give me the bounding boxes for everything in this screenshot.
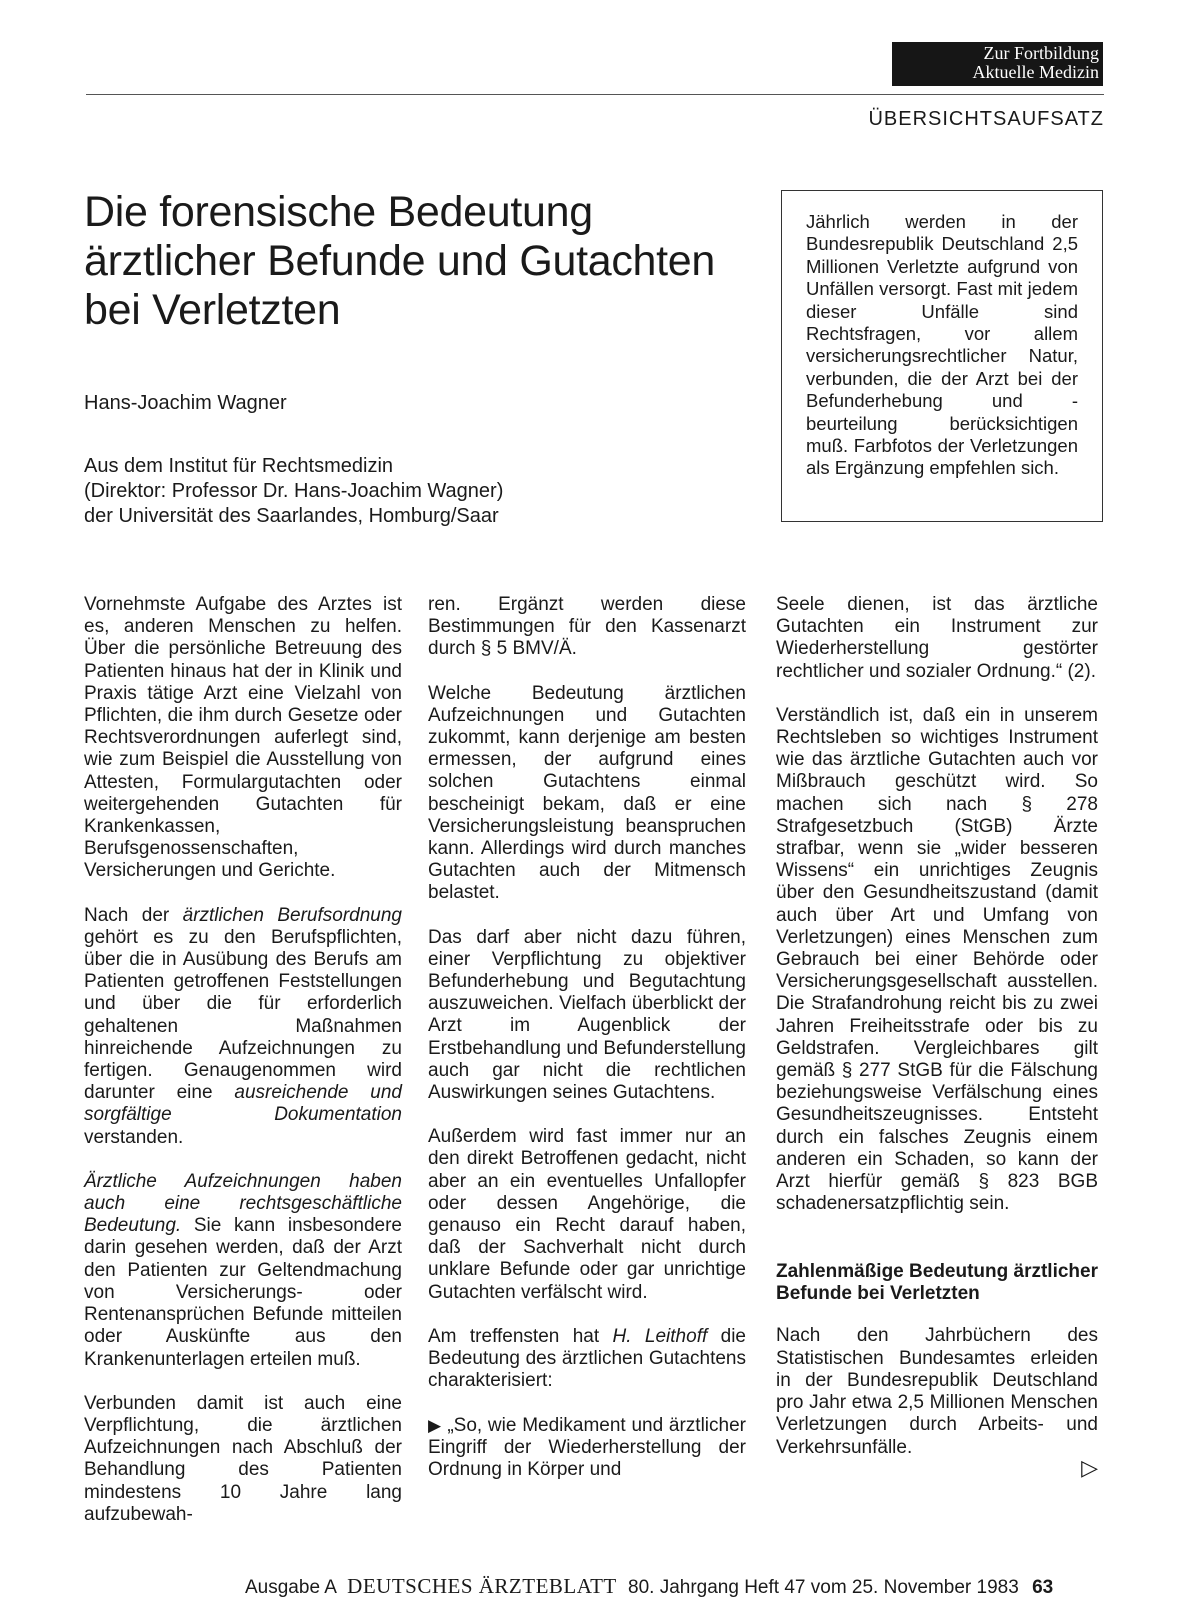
affiliation <box>84 454 503 529</box>
text-column-1 <box>84 594 402 1548</box>
article-title: Die forensische Bedeutung ärztlicher Befunde und Gutachten bei Verletzten <box>84 188 716 334</box>
paragraph: Nach den Jahrbüchern des Statistischen Bundesamtes erleiden in der Bundesrepublik Deutschland pro Jahr etwa 2,5 Millionen Menschen Verletzungen durch Arbeits- und Verkehrsunfälle. <box>776 1325 1098 1458</box>
subheading: Zahlenmäßige Bedeutung ärztlicher Befunde bei Verletzten <box>776 1261 1098 1305</box>
continue-arrow-icon: ▷ <box>1081 1454 1098 1480</box>
text-column-2 <box>428 594 746 1503</box>
emphasis: ärztlichen Berufsordnung <box>182 904 402 926</box>
issue-info: 80. Jahrgang Heft 47 vom 25. November 1983 <box>628 1577 1019 1598</box>
section-tag-line2: Aktuelle Medizin <box>972 62 1099 82</box>
section-tag-line1: Zur Fortbildung <box>983 43 1099 63</box>
article-type-label: ÜBERSICHTSAUFSATZ <box>868 108 1104 130</box>
affiliation-line: der Universität des Saarlandes, Homburg/Saar <box>84 505 499 527</box>
paragraph: Verbunden damit ist auch eine Verpflichtung, die ärztlichen Aufzeichnungen nach Abschluß der Behandlung des Patienten mindestens 10 Jahre lang aufzubewah- <box>84 1392 402 1525</box>
emphasis: ausreichende und sorgfältige Dokumentation <box>84 1082 402 1126</box>
quote-text: „So, wie Medikament und ärztlicher Eingriff der Wiederherstellung der Ordnung in Körper und <box>428 1414 746 1480</box>
quote-paragraph <box>428 1415 746 1482</box>
paragraph: ren. Ergänzt werden diese Bestimmungen für den Kassenarzt durch § 5 BMV/Ä. <box>428 594 746 660</box>
text-column-3 <box>776 594 1098 1481</box>
paragraph: Verständlich ist, daß ein in unserem Rechtsleben so wichtiges Instrument wie das ärztliche Gutachten auch vor Mißbrauch geschützt wird. So machen sich nach § 278 Strafgesetzbuch (StGB) Ärzte strafbar, wenn sie „wider besseren Wissens“ ein unrichtiges Zeugnis über den Gesundheitszustand (damit auch über Art und Umfang von Verletzungen) eines Menschen zum Gebrauch bei einer Behörde oder Versicherungsgesellschaft ausstellen. Die Strafandrohung reicht bis zu zwei Jahren Freiheitsstrafe oder bis zu Geldstrafen. Vergleichbares gilt gemäß § 277 StGB für die Fälschung beziehungsweise Verfälschung eines Gesundheitszeugnisses. Entsteht durch ein falsches Zeugnis einem anderen ein Schaden, so kann der Arzt hierfür gemäß § 823 BGB schadenersatzpflichtig sein. <box>776 704 1098 1215</box>
paragraph: Außerdem wird fast immer nur an den direkt Betroffenen gedacht, nicht aber an ein eventuelles Unfallopfer oder dessen Angehörige, die genauso ein Recht darauf haben, daß der Sachverhalt nicht durch unklare Befunde oder gar unrichtige Gutachten verfälscht wird. <box>428 1126 746 1303</box>
paragraph: Vornehmste Aufgabe des Arztes ist es, anderen Menschen zu helfen. Über die persönliche Betreuung des Patienten hinaus hat der in Klinik und Praxis tätige Arzt eine Vielzahl von Pflichten, die ihm durch Gesetze oder Rechtsverordnungen auferlegt sind, wie zum Beispiel die Ausstellung von Attesten, Formulargutachten oder weitergehenden Gutachten für Krankenkassen, Berufsgenossenschaften, Versicherungen und Gerichte. <box>84 594 402 882</box>
paragraph: Ärztliche Aufzeichnungen haben auch eine rechtsgeschäftliche Bedeutung. Sie kann insbesondere darin gesehen werden, daß der Arzt den Patienten zur Geltendmachung von Versicherungs- oder Rentenansprüchen Befunde mitteilen oder Auskünfte aus den Krankenunterlagen erteilen muß. <box>84 1170 402 1370</box>
paragraph: Welche Bedeutung ärztlichen Aufzeichnungen und Gutachten zukommt, kann derjenige am besten ermessen, der aufgrund eines solchen Gutachtens einmal bescheinigt bekam, daß er eine Versicherungsleistung beanspruchen kann. Allerdings wird durch manches Gutachten auch der Mitmensch belastet. <box>428 682 746 904</box>
affiliation-line: Aus dem Institut für Rechtsmedizin <box>84 455 394 477</box>
abstract-box <box>781 190 1103 522</box>
paragraph: Am treffensten hat H. Leithoff die Bedeutung des ärztlichen Gutachtens charakterisiert: <box>428 1325 746 1392</box>
header-rule <box>86 94 1104 95</box>
edition-label: Ausgabe A <box>245 1577 336 1598</box>
affiliation-line: (Direktor: Professor Dr. Hans-Joachim Wagner) <box>84 480 504 502</box>
paragraph: Seele dienen, ist das ärztliche Gutachten ein Instrument zur Wiederherstellung gestörter rechtlicher und sozialer Ordnung.“ (2). <box>776 594 1098 682</box>
paragraph: Das darf aber nicht dazu führen, einer Verpflichtung zu objektiver Befunderhebung und Begutachtung auszuweichen. Vielfach überblickt der Arzt im Augenblick der Erstbehandlung und Befunderstellung auch gar nicht die rechtlichen Auswirkungen seines Gutachtens. <box>428 926 746 1104</box>
page-number: 63 <box>1032 1577 1054 1598</box>
triangle-arrow-icon: ▶ <box>428 1415 442 1435</box>
emphasis: H. Leithoff <box>612 1325 708 1347</box>
abstract-text: Jährlich werden in der Bundesrepublik Deutschland 2,5 Millionen Verletzte aufgrund von Unfällen versorgt. Fast mit jedem dieser Unfälle sind Rechtsfragen, vor allem versicherungsrechtlicher Natur, verbunden, die der Arzt bei der Befunderhebung und -beurteilung berücksichtigen muß. Farbfotos der Verletzungen als Ergänzung empfehlen sich. <box>806 211 1078 479</box>
page-footer <box>245 1574 1053 1599</box>
author-name: Hans-Joachim Wagner <box>84 392 287 414</box>
paragraph: Nach der ärztlichen Berufsordnung gehört es zu den Berufspflichten, über die in Ausübung des Berufs am Patienten getroffenen Feststellungen und über die für erforderlich gehaltenen Maßnahmen hinreichende Aufzeichnungen zu fertigen. Genaugenommen wird darunter eine ausreichende und sorgfältige Dokumentation verstanden. <box>84 904 402 1148</box>
emphasis: Ärztliche Aufzeichnungen haben auch eine rechtsgeschäftliche Bedeutung. <box>84 1170 402 1237</box>
journal-name: DEUTSCHES ÄRZTEBLATT <box>347 1574 617 1598</box>
section-tag <box>892 42 1103 86</box>
